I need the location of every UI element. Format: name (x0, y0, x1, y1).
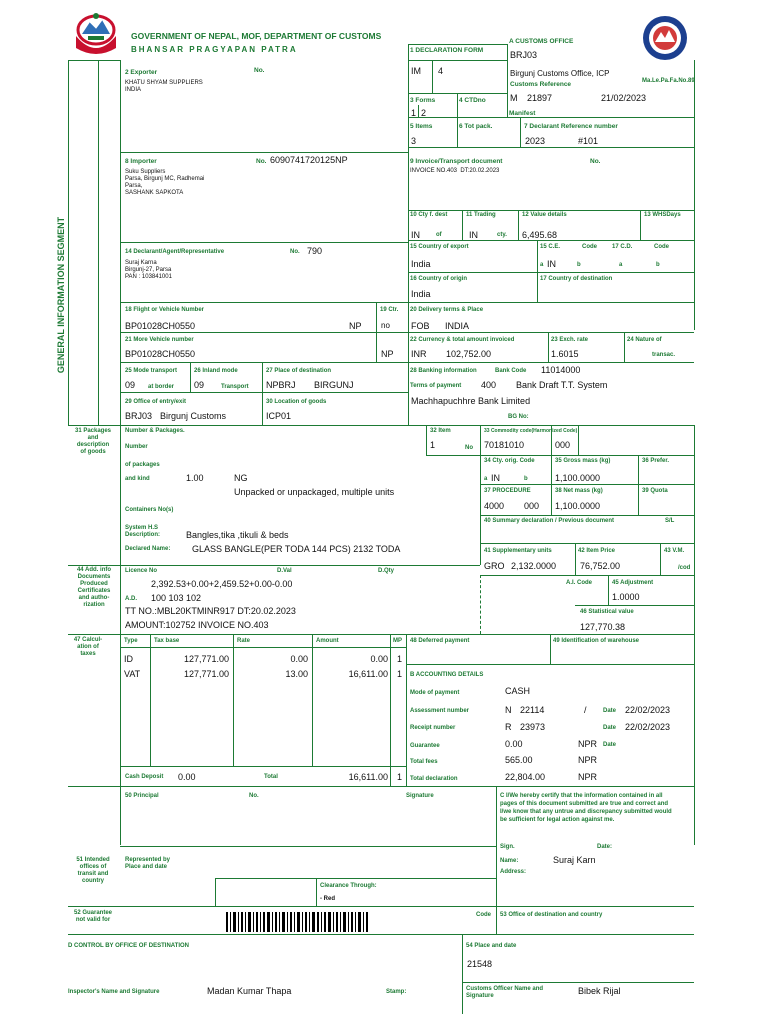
licence-label: Licence No (125, 568, 158, 574)
item-no-label: 32 Item (430, 428, 451, 434)
table-row-1-type: VAT (124, 669, 141, 679)
terms-label: Terms of payment (410, 383, 462, 389)
cty-dest-v1: IN (411, 230, 420, 240)
office-destination-label: 53 Office of destination and country (500, 912, 603, 918)
summary-decl-label: 40 Summary declaration / Previous document (484, 518, 615, 524)
assessment-date-label: Date (603, 708, 617, 714)
table-row-0-mp: 1 (397, 654, 403, 664)
declared-name-label: Declared Name: (125, 546, 171, 552)
bank-code: 11014000 (541, 365, 581, 375)
tax-total: 16,611.00 (348, 772, 388, 782)
clearance-label: Clearance Through: (320, 883, 377, 889)
amount-info: AMOUNT:102752 INVOICE NO.403 (125, 620, 269, 630)
delivery-terms-label: 20 Delivery terms & Place (410, 307, 484, 313)
place-destination-label: 27 Place of destination (266, 368, 332, 374)
inland-mode: 09 (194, 380, 205, 390)
guarantee-label: Guarantee (410, 743, 440, 749)
customs-office-label: A CUSTOMS OFFICE (509, 38, 574, 45)
nature-label: 24 Nature of (627, 337, 662, 343)
exporter-label: 2 Exporter (125, 69, 158, 76)
more-vehicle-label: 21 More Vehicle number (125, 337, 194, 343)
item-price: 76,752.00 (580, 561, 621, 571)
location-goods-label: 30 Location of goods (266, 399, 327, 405)
item-no-suffix: No (465, 445, 473, 451)
total-fees-npr: NPR (578, 755, 598, 765)
officer-label: Customs Officer Name and Signature (466, 986, 544, 999)
tax-header-base: Tax base (154, 638, 180, 644)
sign-date-label: Date: (597, 844, 613, 850)
more-vehicle: BP01028CH0550 (125, 349, 196, 359)
invoiced-amount: 102,752.00 (446, 349, 492, 359)
cd-label: 17 C.D. (612, 244, 633, 250)
table-row-1-base: 127,771.00 (183, 669, 229, 679)
vehicle-number-label: 18 Flight or Vehicle Number (125, 307, 205, 313)
invoice-no-label: No. (590, 158, 601, 165)
forms-b: 2 (421, 108, 427, 118)
quota-label: 39 Quota (642, 488, 668, 494)
guarantee-npr: NPR (578, 739, 598, 749)
supp-unit: GRO (484, 561, 505, 571)
declarant-label: 14 Declarant/Agent/Representative (125, 249, 225, 255)
customs-reference-label: Customs Reference (510, 81, 572, 88)
receipt-number: 23973 (520, 722, 546, 732)
name-label: Name: (500, 858, 519, 864)
cty-orig-a: a (484, 476, 488, 482)
ad-value: 100 103 102 (151, 593, 202, 603)
vehicle-np: NP (349, 321, 362, 331)
mode-payment: CASH (505, 686, 531, 696)
declarant-ref-num: #101 (578, 136, 599, 146)
customs-office-name: Birgunj Customs Office, ICP (510, 69, 610, 78)
supp-units-label: 41 Supplementary units (484, 548, 552, 554)
number-label: Number (125, 444, 148, 450)
declarant-details: Suraj Karna Birgunj-27, Parsa PAN : 103841001 (125, 260, 172, 280)
hs-label: System H.S Description: (125, 525, 161, 538)
cty-orig-label: 34 Cty. orig. Code (484, 458, 535, 464)
importer-label: 8 Importer (125, 158, 157, 165)
tax-header-amount: Amount (316, 638, 339, 644)
inspector-name: Madan Kumar Thapa (207, 986, 292, 996)
declarant-no-label: No. (290, 249, 300, 255)
principal-no-label: No. (249, 793, 259, 799)
barcode (226, 912, 370, 932)
signature-label: Signature (406, 793, 434, 799)
deferred-payment-label: 48 Deferred payment (410, 638, 470, 644)
table-row-0-rate: 0.00 (290, 654, 308, 664)
customs-ref-date: 21/02/2023 (601, 93, 647, 103)
ce-a: a (540, 262, 544, 268)
calc-formula: 2,392.53+0.00+2,459.52+0.00-0.00 (151, 579, 293, 589)
item-price-label: 42 Item Price (578, 548, 616, 554)
guarantee: 0.00 (505, 739, 523, 749)
nepal-emblem-logo (70, 10, 122, 56)
officer-name: Bibek Rijal (578, 986, 621, 996)
table-row-1-amount: 16,611.00 (348, 669, 388, 679)
tax-header-type: Type (124, 638, 138, 644)
country-origin: India (411, 289, 431, 299)
place-destination-name: BIRGUNJ (314, 380, 354, 390)
value-details-label: 12 Value details (522, 212, 567, 218)
bank-code-label: Bank Code (495, 368, 527, 374)
package-qty: 1.00 (186, 473, 204, 483)
procedure-v1: 4000 (484, 501, 505, 511)
invoice-value: INVOICE NO.403 DT:20.02.2023 (410, 168, 500, 174)
country-origin-label: 16 Country of origin (410, 276, 467, 282)
importer-no-label: No. (256, 158, 267, 165)
total-fees-label: Total fees (410, 759, 438, 765)
declarant-ref-year: 2023 (525, 136, 546, 146)
office-entry-name: Birgunj Customs (160, 411, 227, 421)
declaration-form-label: 1 DECLARATION FORM (410, 47, 484, 54)
package-kind: NG (234, 473, 248, 483)
trading-v2: cty. (497, 232, 507, 238)
package-kind-desc: Unpacked or unpackaged, multiple units (234, 487, 395, 497)
gross-mass-label: 35 Gross mass (kg) (555, 458, 611, 464)
adjustment: 1.0000 (612, 592, 640, 602)
table-row-0-type: ID (124, 654, 133, 664)
ctr-label: 19 Ctr. (380, 307, 399, 313)
delivery-term: FOB (411, 321, 430, 331)
cty-orig-value: IN (491, 473, 500, 483)
currency: INR (411, 349, 427, 359)
stamp-label: Stamp: (386, 989, 407, 995)
forms-label: 3 Forms (410, 97, 436, 104)
total-declaration: 22,804.00 (505, 772, 546, 782)
delivery-place: INDIA (445, 321, 470, 331)
place-destination-code: NPBRJ (266, 380, 296, 390)
adjustment-label: 45 Adjustment (612, 580, 654, 586)
assessment-slash: / (584, 705, 587, 715)
commodity-code-sub: 000 (555, 440, 571, 450)
ai-code-label: A.I. Code (566, 580, 593, 586)
of-packages-label: of packages (125, 462, 160, 468)
procedure-label: 37 PROCEDURE (484, 488, 531, 494)
inspector-label: Inspector's Name and Signature (68, 989, 160, 995)
customs-ref-prefix: M (510, 93, 518, 103)
ce-label: 15 C.E. (540, 244, 561, 250)
cd-a: a (619, 262, 623, 268)
ce-code-label: Code (582, 244, 597, 250)
banking-label: 28 Banking information (410, 368, 477, 374)
form-subtitle: BHANSAR PRAGYAPAN PATRA (131, 45, 298, 54)
commodity-code-label: 33 Commodity code(Harmonized Code) (484, 428, 578, 434)
place-date-label: 54 Place and date (466, 943, 517, 949)
and-kind-label: and kind (125, 476, 150, 482)
clearance-value: - Red (320, 896, 335, 902)
cty-orig-b: b (524, 476, 528, 482)
commodity-code: 70181010 (484, 440, 525, 450)
manifest-label: Manifest (509, 110, 536, 117)
customs-ref-no: 21897 (527, 93, 553, 103)
accounting-label: B ACCOUNTING DETAILS (410, 672, 484, 678)
total-declaration-label: Total declaration (410, 776, 458, 782)
cash-deposit-label: Cash Deposit (125, 774, 164, 780)
vm-label: 43 V.M. (664, 548, 685, 554)
ctdno-label: 4 CTDno (459, 97, 486, 104)
country-export: India (411, 259, 431, 269)
country-export-label: 15 Country of export (410, 244, 469, 250)
containers-label: Containers No(s) (125, 507, 174, 513)
dval-label: D.Val (277, 568, 292, 574)
trading-label: 11 Trading (466, 212, 496, 218)
value-details: 6,495.68 (522, 230, 558, 240)
forms-a: 1 (411, 108, 417, 118)
mode-payment-label: Mode of payment (410, 690, 460, 696)
tax-total-label: Total (264, 774, 278, 780)
receipt-date-label: Date (603, 725, 617, 731)
add-info-side-label: 44 Add. info Documents Produced Certificates and autho- rization (76, 567, 112, 608)
place-date: 21548 (467, 959, 493, 969)
table-row-1-mp: 1 (397, 669, 403, 679)
exch-rate-label: 23 Exch. rate (551, 337, 589, 343)
declaration-num: 4 (438, 66, 444, 76)
receipt-label: Receipt number (410, 725, 456, 731)
whs-days-label: 13 WHSDays (644, 212, 681, 218)
cty-dest-label: 10 Cty f. dest (410, 212, 448, 218)
items-label: 5 Items (410, 123, 433, 130)
table-row-1-rate: 13.00 (285, 669, 308, 679)
exporter-details: KHATU SHYAM SUPPLIERS INDIA (125, 80, 203, 93)
tt-info: TT NO.:MBL20KTMINR917 DT:20.02.2023 (125, 606, 296, 616)
principal-label: 50 Principal (125, 793, 159, 799)
ad-label: A.D. (125, 596, 137, 602)
vm-sub: /cod (678, 565, 691, 571)
ce-b: b (577, 262, 581, 268)
summary-sl: S/L (665, 518, 675, 524)
trading-v1: IN (469, 230, 478, 240)
transit-side-label: 51 Intended offices of transit and country (76, 857, 110, 884)
inland-mode-sub: Transport (221, 384, 249, 390)
exporter-no-label: No. (254, 67, 265, 74)
cty-dest-v2: of (436, 232, 442, 238)
office-entry-code: BRJ03 (125, 411, 153, 421)
nature-sub: transac. (652, 352, 676, 358)
declarant-no: 790 (307, 246, 323, 256)
hs-description: Bangles,tika ,tikuli & beds (186, 530, 289, 540)
items-value: 3 (411, 136, 417, 146)
taxes-side-label: 47 Calcul- ation of taxes (73, 637, 103, 657)
declarant-name: Suraj Karn (553, 855, 596, 865)
bank-name: Machhapuchhre Bank Limited (411, 396, 531, 406)
invoice-label: 9 Invoice/Transport document (410, 158, 503, 165)
ctr-value: no (381, 321, 390, 330)
segment-label: GENERAL INFORMATION SEGMENT (56, 216, 66, 374)
statistical-value-label: 46 Statistical value (580, 609, 634, 615)
mode-transport-sub: at border (148, 384, 175, 390)
procedure-v2: 000 (524, 501, 540, 511)
table-row-0-amount: 0.00 (370, 654, 388, 664)
declaration-type: IM (411, 66, 421, 76)
cash-deposit: 0.00 (178, 772, 196, 782)
supp-units-value: 2,132.0000 (511, 561, 557, 571)
customs-office-code: BRJ03 (510, 50, 538, 60)
number-packages-label: Number & Packages. (125, 428, 185, 434)
importer-details: Suku Suppliers Parsa, Birgunj MC, Radhemai Parsa, SASHANK SAPKOTA (125, 169, 205, 196)
country-destination-label: 17 Country of destination (540, 276, 613, 282)
terms-code: 400 (481, 380, 497, 390)
office-entry-label: 29 Office of entry/exit (125, 399, 187, 405)
bg-label: BG No: (508, 414, 529, 420)
form-title: GOVERNMENT OF NEPAL, MOF, DEPARTMENT OF CUSTOMS (131, 31, 382, 41)
total-fees: 565.00 (505, 755, 533, 765)
statistical-value: 127,770.38 (580, 622, 626, 632)
net-mass: 1,100.0000 (555, 501, 601, 511)
gross-mass: 1,100.0000 (555, 473, 601, 483)
receipt-date: 22/02/2023 (625, 722, 671, 732)
receipt-prefix: R (505, 722, 512, 732)
code-label: Code (476, 912, 491, 918)
tax-total-mp: 1 (397, 772, 403, 782)
form-code: Ma.Le.Pa.Fa.No.89 (642, 78, 695, 84)
location-goods: ICP01 (266, 411, 292, 421)
guarantee-side-label: 52 Guarantee not valid for (73, 910, 113, 923)
cd-code-label: Code (654, 244, 669, 250)
mode-transport: 09 (125, 380, 136, 390)
inland-mode-label: 26 Inland mode (194, 368, 238, 374)
dqty-label: D.Qty (378, 568, 395, 574)
assessment-label: Assessment number (410, 708, 470, 714)
currency-label: 22 Currency & total amount invoiced (410, 337, 515, 343)
total-declaration-npr: NPR (578, 772, 598, 782)
sign-label: Sign. (500, 844, 515, 850)
customs-department-seal (641, 14, 689, 62)
terms-text: Bank Draft T.T. System (516, 380, 608, 390)
represented-label: Represented by Place and date (125, 857, 171, 870)
more-vehicle-np: NP (381, 349, 394, 359)
item-no: 1 (430, 440, 436, 450)
declarant-ref-label: 7 Declarant Reference number (524, 123, 618, 130)
assessment-date: 22/02/2023 (625, 705, 671, 715)
importer-no: 6090741720125NP (270, 155, 348, 165)
prefer-label: 36 Prefer. (642, 458, 670, 464)
ce-a-value: IN (547, 259, 556, 269)
vehicle-number: BP01028CH0550 (125, 321, 196, 331)
packages-side-label: 31 Packages and description of goods (74, 428, 112, 455)
control-destination-label: D CONTROL BY OFFICE OF DESTINATION (68, 943, 190, 949)
assessment-prefix: N (505, 705, 512, 715)
tax-header-mp: MP (393, 638, 402, 644)
guarantee-date-label: Date (603, 742, 617, 748)
table-row-0-base: 127,771.00 (183, 654, 229, 664)
tax-header-rate: Rate (237, 638, 251, 644)
assessment-number: 22114 (520, 705, 545, 715)
exch-rate: 1.6015 (551, 349, 579, 359)
certification-text: C I/We hereby certify that the information contained in all pages of this document submitted are true and correct and I/we know that any untrue and discrepancy submitted would be sufficient for legal action against me. (500, 793, 672, 823)
declared-name: GLASS BANGLE(PER TODA 144 PCS) 2132 TODA (192, 544, 401, 554)
net-mass-label: 38 Net mass (kg) (555, 488, 603, 494)
warehouse-label: 49 Identification of warehouse (553, 638, 640, 644)
address-label: Address: (500, 869, 527, 875)
tot-pack-label: 6 Tot pack. (459, 123, 493, 130)
mode-transport-label: 25 Mode transport (125, 368, 178, 374)
cd-b: b (656, 262, 660, 268)
